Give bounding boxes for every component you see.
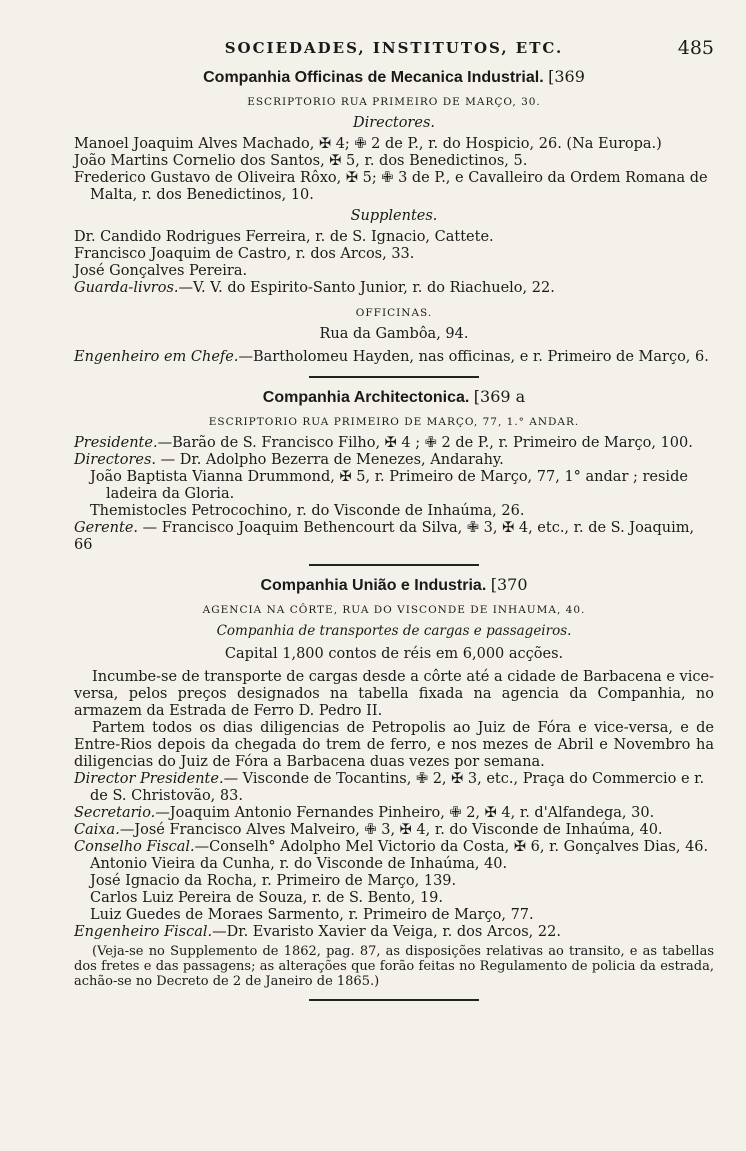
entry-number: [369 a	[473, 387, 526, 406]
council-member-line: José Ignacio da Rocha, r. Primeiro de Março, 139.	[90, 873, 457, 889]
directors-text: — Dr. Adolpho Bezerra de Menezes, Andarahy.	[156, 452, 504, 468]
company-subtitle: Companhia de transportes de cargas e passageiros.	[216, 623, 572, 639]
substitute-line: Francisco Joaquim de Castro, r. dos Arcos, 33.	[74, 246, 415, 262]
cashier-line	[74, 822, 714, 839]
divider	[309, 376, 479, 378]
workshops-address: Rua da Gambôa, 94.	[319, 326, 469, 342]
council-line	[74, 839, 714, 856]
council-label: Conselho Fiscal.	[74, 839, 195, 855]
council-member-line: Luiz Guedes de Moraes Sarmento, r. Primeiro de Março, 77.	[90, 907, 534, 923]
title-text: Companhia Architectonica.	[262, 389, 470, 406]
running-title: SOCIEDADES, INSTITUTOS, ETC.	[224, 39, 564, 57]
workshops-heading: OFFICINAS.	[355, 307, 433, 319]
president-label: Presidente.	[74, 435, 158, 451]
manager-text: — Francisco Joaquim Bethencourt da Silva, ✙ 3, ✠ 4, etc., r. de S. Joaquim, 66	[74, 520, 695, 553]
chief-engineer-text: —Bartholomeu Hayden, nas officinas, e r. Primeiro de Março, 6.	[238, 349, 709, 365]
director-president-label: Director Presidente.	[74, 771, 224, 787]
title-text: Companhia União e Industria.	[260, 577, 487, 594]
chief-engineer-label: Engenheiro em Chefe.	[74, 349, 239, 365]
director-president-line	[74, 771, 714, 805]
cashier-text: —José Francisco Alves Malveiro, ✙ 3, ✠ 4, r. do Visconde de Inhaúma, 40.	[119, 822, 663, 838]
title-text: Companhia Officinas de Mecanica Industrial.	[203, 69, 544, 86]
directors-label: Directores.	[74, 452, 157, 468]
capital-line: Capital 1,800 contos de réis em 6,000 acções.	[224, 646, 564, 662]
director-line: João Martins Cornelio dos Santos, ✠ 5, r. dos Benedictinos, 5.	[74, 153, 528, 169]
section-title-architectonica	[74, 388, 714, 406]
office-address: ESCRIPTORIO RUA PRIMEIRO DE MARÇO, 30.	[247, 96, 541, 108]
president-text: —Barão de S. Francisco Filho, ✠ 4 ; ✙ 2 de P., r. Primeiro de Março, 100.	[157, 435, 693, 451]
agency-address: AGENCIA NA CÔRTE, RUA DO VISCONDE DE INHAUMA, 40.	[202, 604, 586, 616]
substitute-line: Dr. Candido Rodrigues Ferreira, r. de S. Ignacio, Cattete.	[74, 229, 494, 245]
fiscal-engineer-label: Engenheiro Fiscal.	[74, 924, 213, 940]
president-line	[74, 435, 714, 452]
page	[74, 37, 714, 1011]
office-address: ESCRIPTORIO RUA PRIMEIRO DE MARÇO, 77, 1.° ANDAR.	[208, 416, 580, 428]
directors-heading: Directores.	[352, 115, 435, 131]
bookkeepers-text: —V. V. do Espirito-Santo Junior, r. do Riachuelo, 22.	[178, 280, 555, 296]
secretary-line	[74, 805, 714, 822]
council-member-line: Carlos Luiz Pereira de Souza, r. de S. Bento, 19.	[90, 890, 444, 906]
directors-line	[74, 452, 714, 469]
director-line: Frederico Gustavo de Oliveira Rôxo, ✠ 5; ✙ 3 de P., e Cavalleiro da Ordem Romana de Malta, r. dos Benedictinos, 10.	[74, 170, 708, 203]
page-number: 485	[677, 37, 714, 59]
running-header	[74, 37, 714, 60]
manager-line	[74, 520, 714, 554]
director-line: Manoel Joaquim Alves Machado, ✠ 4; ✙ 2 de P., r. do Hospicio, 26. (Na Europa.)	[74, 136, 662, 152]
director-president-text: — Visconde de Tocantins, ✙ 2, ✠ 3, etc., Praça do Commercio e r. de S. Christovão, 83.	[90, 771, 705, 804]
bookkeepers-label: Guarda-livros.	[74, 280, 179, 296]
manager-label: Gerente.	[74, 520, 139, 536]
council-text: —Conselh° Adolpho Mel Victorio da Costa, ✠ 6, r. Gonçalves Dias, 46.	[194, 839, 709, 855]
substitute-line: José Gonçalves Pereira.	[74, 263, 248, 279]
fiscal-engineer-text: —Dr. Evaristo Xavier da Veiga, r. dos Arcos, 22.	[212, 924, 561, 940]
paragraph: Incumbe-se de transporte de cargas desde a côrte até a cidade de Barbacena e vice-versa, pelos preços designados na tabella fixada na agencia da Companhia, no armazem da Estrada de Ferro D. Pedro II.	[74, 669, 714, 719]
director-line: João Baptista Vianna Drummond, ✠ 5, r. Primeiro de Março, 77, 1° andar ; reside ladeira da Gloria.	[90, 469, 688, 502]
divider	[309, 999, 479, 1001]
fiscal-engineer-line	[74, 924, 714, 941]
paragraph: Partem todos os dias diligencias de Petropolis ao Juiz de Fóra e vice-versa, e de Entre-Rios depois da chegada do trem de ferro, e nos mezes de Abril e Novembro ha diligencias do Juiz de Fóra a Barbacena duas vezes por semana.	[74, 720, 714, 770]
section-title-uniao-industria	[74, 576, 714, 594]
section-title-officinas	[74, 68, 714, 86]
divider	[309, 564, 479, 566]
entry-number: [370	[490, 575, 528, 594]
chief-engineer-line	[74, 349, 714, 366]
council-member-line: Antonio Vieira da Cunha, r. do Visconde de Inhaúma, 40.	[90, 856, 508, 872]
entry-number: [369	[548, 67, 585, 86]
footnote: (Veja-se no Supplemento de 1862, pag. 87, as disposições relativas ao transito, e as tabellas dos fretes e das passagens; as alterações que forão feitas no Regulamento de policia da estrada, achão-se no Decreto de 2 de Janeiro de 1865.)	[74, 944, 714, 989]
director-line: Themistocles Petrocochino, r. do Visconde de Inhaúma, 26.	[90, 503, 525, 519]
secretary-text: —Joaquim Antonio Fernandes Pinheiro, ✙ 2, ✠ 4, r. d'Alfandega, 30.	[155, 805, 655, 821]
substitutes-heading: Supplentes.	[350, 208, 438, 224]
secretary-label: Secretario.	[74, 805, 156, 821]
bookkeepers-line	[74, 280, 714, 297]
cashier-label: Caixa.	[74, 822, 120, 838]
